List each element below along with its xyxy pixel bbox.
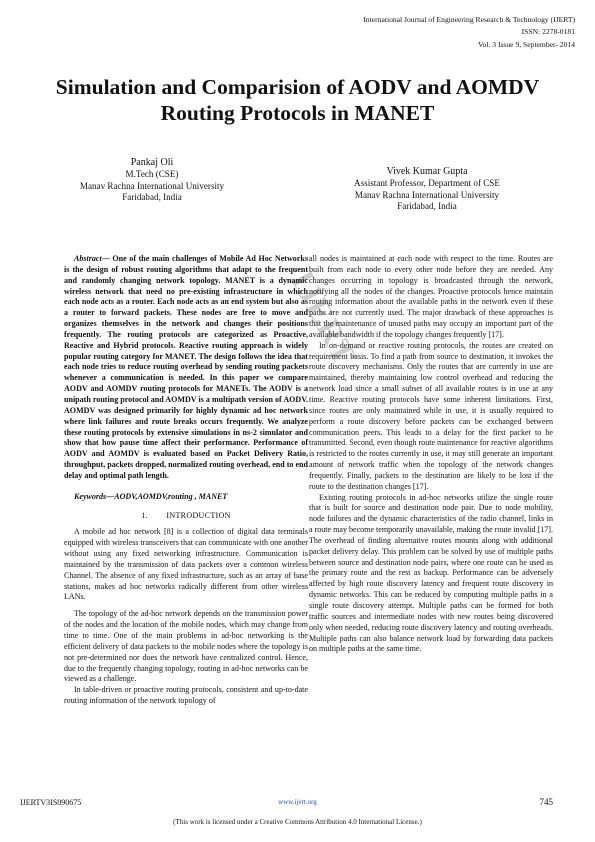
- section-title: INTRODUCTION: [166, 510, 231, 520]
- author-block-1: [52, 156, 252, 204]
- right-column: [309, 254, 553, 655]
- journal-name: International Journal of Engineering Research & Technology (IJERT): [363, 15, 575, 24]
- keywords: Keywords—AODV,AOMDV,routing , MANET: [74, 491, 228, 501]
- intro-paragraph-2: The topology of the ad-hoc network depends on the transmission power of the nodes and the location of the mobile nodes, which may change from time to time. One of the main problems in ad-hoc networking is the efficient delivery of data packets to the mobile nodes where the topology is not pre-determined nor does the network have centralized control. Hence, due to the frequently changing topology, routing in ad-hoc networks can be viewed as a challenge.: [64, 609, 308, 684]
- author-block-2: [312, 165, 542, 213]
- intro-paragraph-3: In table-driven or proactive routing protocols, consistent and up-to-date routing information of the network topology of: [64, 685, 308, 706]
- paper-title: Simulation and Comparision of AODV and AOMDV Routing Protocols in MANET: [55, 75, 540, 125]
- paper-id: IJERTV3IS090675: [20, 798, 82, 807]
- author-location: Faridabad, India: [397, 201, 457, 211]
- section-heading: [64, 511, 308, 522]
- body-paragraph-2: In on-demand or reactive routing protocols, the routes are created on requirement basis. To find a path from source to destination, it invokes the route discovery mechanisms. Only the routes that are currently in use are maintained, thereby maintaining low control overhead and reducing the network load since a small subset of all available routes is in use at any time. Reactive routing protocols have some inherent limitations. First, since routes are only maintained while in use, it is usually required to perform a route discovery before packets can be exchanged between communication peers. This leads to a delay for the first packet to be transmitted. Second, even though route maintenance for reactive algorithms is restricted to the routes currently in use, it may still generate an important amount of network traffic when the topology of the network changes frequently. Finally, packets to the destination are likely to be lost if the route to the destination changes [17].: [309, 340, 554, 491]
- author-name: Pankaj Oli: [130, 157, 174, 168]
- license-notice: (This work is licensed under a Creative Commons Attribution 4.0 International License.): [173, 818, 422, 826]
- left-column: [64, 254, 308, 707]
- section-number: 1.: [141, 510, 148, 520]
- journal-volume: Vol. 3 Issue 9, September- 2014: [478, 39, 575, 49]
- author-affiliation: Manav Rachna International University: [79, 180, 225, 191]
- journal-url-link[interactable]: www.ijert.org: [278, 798, 317, 806]
- ijert-watermark: IJERT: [283, 265, 363, 372]
- page-number: 745: [539, 797, 553, 807]
- body-paragraph-1: all nodes is maintained at each node with respect to the time. Routes are built from each node to every other node before they are needed. Any changes occurring in topology is broadcasted through the network, notifying all the nodes of the changes. Proactive protocols hence maintain routing information about the available paths in the network even if these paths are not currently used. The major drawback of these approaches is that the maintenance of unused paths may occupy an important part of the available bandwidth if the topology changes frequently [17].: [309, 254, 553, 339]
- author-affiliation: Manav Rachna International University: [354, 189, 500, 200]
- intro-paragraph-1: A mobile ad hoc network [8] is a collection of digital data terminals equipped with wireless transceivers that can communicate with one another without using any fixed networking infrastructure. Communication is maintained by the transmission of data packets over a common wireless Channel. The absence of any fixed infrastructure, such as an array of base stations, makes ad hoc networks radically different from other wireless LANs.: [64, 527, 308, 602]
- abstract-label: Abstract: [74, 254, 102, 263]
- author-name: Vivek Kumar Gupta: [386, 166, 468, 177]
- journal-header: [363, 14, 575, 51]
- author-role: M.Tech (CSE): [125, 169, 179, 179]
- abstract-text: — One of the main challenges of Mobile Ad Hoc Networks is the design of robust routing algorithms that adapt to the frequent and randomly changing network topology. MANET is a dynamic wireless network that need no pre-existing infrastructure in which each node acts as a router. Each node acts as an end system but also as a router to forward packets. These nodes are free to move and organizes themselves in the network and changes their positions frequently. The routing protocols are categorized as Proactive, Reactive and Hybrid protocols. Reactive routing approach is widely popular routing category for MANET. The design follows the idea that each node tries to reduce routing overhead by sending routing packets whenever a communication is needed. In this paper we compare AODV and AOMDV routing protocols for MANETs. The AODV is a unipath routing protocol and AOMDV is a multipath version of AODV. AOMDV was designed primarily for highly dynamic ad hoc network where link failures and route breaks occurs frequently. We analyze these routing protocols by extensive simulations in ns-2 simulator and show that how pause time affect their performance. Performance of AODV and AOMDV is evaluated based on Packet Delivery Ratio, throughput, packets dropped, normalized routing overhead, end to end delay and optimal path length.: [64, 254, 308, 480]
- body-paragraph-3: Existing routing protocols in ad-hoc networks utilize the single route that is built for source and destination node pair. Due to node mobility, node failures and the dynamic characteristics of the radio channel, links in a route may become temporarily unavailable, making the route invalid [17]. The overhead of finding alternative routes mounts along with additional packet delivery delay. This problem can be solved by use of multiple paths between source and destination node pairs, where one route can be used as the primary route and the rest as backup. Performance can be adversely affected by high route discovery latency and frequent route discovery in dynamic networks. This can be reduced by computing multiple paths in a single route discovery attempt. Multiple paths can be formed for both traffic sources and intermediate nodes with new routes being discovered only when needed, reducing route discovery latency and routing overheads. Multiple paths can also balance network load by forwarding data packets on multiple paths at the same time.: [309, 492, 554, 654]
- author-role: Assistant Professor, Department of CSE: [354, 178, 500, 188]
- author-location: Faridabad, India: [122, 192, 182, 202]
- journal-issn: ISSN: 2278-0181: [521, 27, 575, 37]
- abstract: [64, 254, 308, 482]
